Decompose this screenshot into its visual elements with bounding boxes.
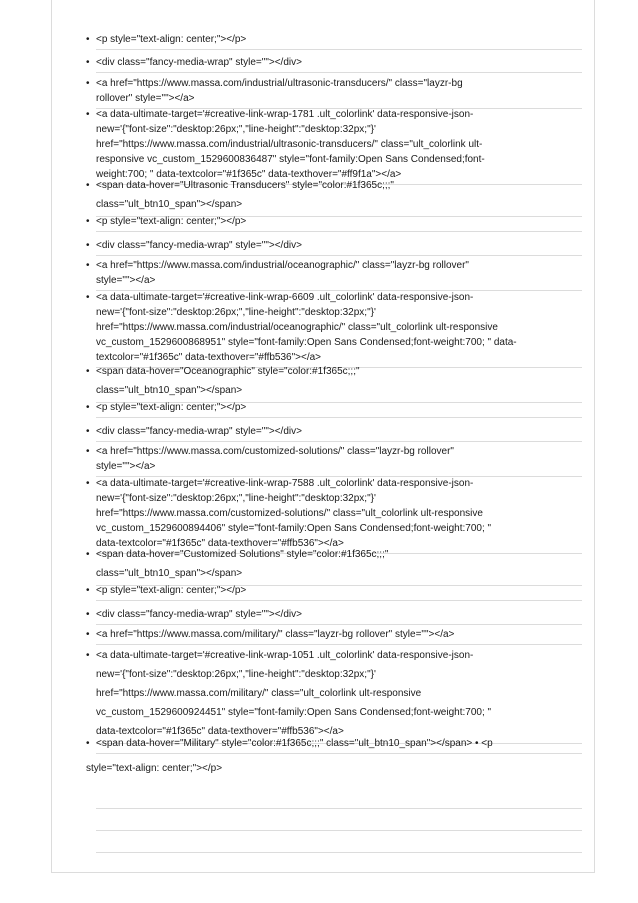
list-item [86,362,586,400]
list-item-line: <a data-ultimate-target='#creative-link-wrap-6609 .ult_colorlink' data-responsive-json- [96,292,474,303]
empty-line-rule [96,830,582,831]
list-item-line: <span data-hover="Military" style="color:#1f365c;;;" class="ult_btn10_span"></span> • <p [96,738,493,749]
page-border-left [51,0,52,873]
bullet-icon: • [86,292,90,303]
trailing-line: style="text-align: center;"></p> [86,763,223,774]
bullet-icon: • [86,609,90,620]
list-item [86,214,586,229]
list-item [86,258,586,288]
list-item-line: <p style="text-align: center;"></p> [96,216,247,227]
bullet-icon: • [86,738,90,749]
list-item-line: <span data-hover="Customized Solutions" style="color:#1f365c;;;" [96,549,389,560]
bullet-icon: • [86,57,90,68]
bullet-icon: • [86,426,90,437]
list-item-line: <div class="fancy-media-wrap" style=""></div> [96,609,302,620]
list-item-line: style=""></a> [96,461,156,472]
row-divider [96,417,582,418]
list-item-line: vc_custom_1529600868951" style="font-family:Open Sans Condensed;font-weight:700; " data- [96,337,517,348]
bullet-icon: • [86,650,90,661]
page-border-bottom [51,872,595,873]
list-item-line: data-textcolor="#1f365c" data-texthover="#ffb536"></a> [96,538,344,549]
list-item-line: new='{"font-size":"desktop:26px;","line-height":"desktop:32px;"}' [96,124,376,135]
list-item [86,238,586,253]
row-divider [96,600,582,601]
list-item-line: textcolor="#1f365c" data-texthover="#ffb536"></a> [96,352,322,363]
bullet-icon: • [86,366,90,377]
list-item [86,607,586,622]
list-item-line: <a data-ultimate-target='#creative-link-wrap-1781 .ult_colorlink' data-responsive-json- [96,109,474,120]
bullet-icon: • [86,109,90,120]
row-divider [96,753,582,754]
list-item-line: <div class="fancy-media-wrap" style=""></div> [96,240,302,251]
list-item-line: <a data-ultimate-target='#creative-link-wrap-7588 .ult_colorlink' data-responsive-json- [96,478,474,489]
list-item [86,736,586,751]
list-item-line: <span data-hover="Ultrasonic Transducers" style="color:#1f365c;;;" [96,180,394,191]
row-divider [96,441,582,442]
row-divider [96,255,582,256]
list-item [86,627,586,642]
bullet-icon: • [86,402,90,413]
list-item [86,76,586,106]
list-item-line: responsive vc_custom_1529600836487" style="font-family:Open Sans Condensed;font- [96,154,485,165]
list-item [86,400,586,415]
list-item-line: <a href="https://www.massa.com/industrial/ultrasonic-transducers/" class="layzr-bg [96,78,463,89]
list-item-line: new='{"font-size":"desktop:26px;","line-height":"desktop:32px;"}' [96,307,376,318]
list-item [86,55,586,70]
list-item-line: <a href="https://www.massa.com/customized-solutions/" class="layzr-bg rollover" [96,446,454,457]
list-item-line: <a href="https://www.massa.com/military/" class="layzr-bg rollover" style=""></a> [96,629,455,640]
list-item-line: <div class="fancy-media-wrap" style=""></div> [96,426,302,437]
list-item-line: data-textcolor="#1f365c" data-texthover="#ffb536"></a> [96,726,344,737]
list-item-line: style=""></a> [96,275,156,286]
list-item-line: href="https://www.massa.com/customized-solutions/" class="ult_colorlink ult-responsive [96,508,483,519]
bullet-icon: • [86,240,90,251]
list-item-line: vc_custom_1529600894406" style="font-family:Open Sans Condensed;font-weight:700; " [96,523,492,534]
list-item-line: vc_custom_1529600924451" style="font-family:Open Sans Condensed;font-weight:700; " [96,707,492,718]
bullet-icon: • [86,446,90,457]
list-item [86,290,586,365]
list-item-line: <p style="text-align: center;"></p> [96,34,247,45]
list-item [86,176,586,214]
bullet-icon: • [86,180,90,191]
row-divider [96,644,582,645]
list-item-line: <a href="https://www.massa.com/industrial/oceanographic/" class="layzr-bg rollover" [96,260,469,271]
list-item [86,107,586,182]
row-divider [96,624,582,625]
bullet-icon: • [86,478,90,489]
list-item-line: <a data-ultimate-target='#creative-link-wrap-1051 .ult_colorlink' data-responsive-json- [96,650,474,661]
row-divider [96,72,582,73]
list-item-line: new='{"font-size":"desktop:26px;","line-height":"desktop:32px;"}' [96,669,376,680]
list-item-line: <p style="text-align: center;"></p> [96,402,247,413]
list-item-line: href="https://www.massa.com/industrial/ultrasonic-transducers/" class="ult_colorlink ult- [96,139,483,150]
list-item-line: new='{"font-size":"desktop:26px;","line-height":"desktop:32px;"}' [96,493,376,504]
row-divider [96,231,582,232]
list-item-line: rollover" style=""></a> [96,93,195,104]
list-item-line: class="ult_btn10_span"></span> [96,385,243,396]
list-item-line: href="https://www.massa.com/industrial/oceanographic/" class="ult_colorlink ult-responsive [96,322,498,333]
list-item-line: class="ult_btn10_span"></span> [96,568,243,579]
bullet-icon: • [86,216,90,227]
bullet-icon: • [86,260,90,271]
bullet-icon: • [86,549,90,560]
list-item-line: <p style="text-align: center;"></p> [96,585,247,596]
list-item [86,646,586,741]
page-border-right [594,0,595,873]
list-item [86,583,586,598]
bullet-icon: • [86,78,90,89]
list-item-line: weight:700; " data-textcolor="#1f365c" data-texthover="#ff9f1a"></a> [96,169,402,180]
list-item-line: class="ult_btn10_span"></span> [96,199,243,210]
list-item-line: href="https://www.massa.com/military/" class="ult_colorlink ult-responsive [96,688,422,699]
bullet-icon: • [86,34,90,45]
list-item [86,32,586,47]
list-item [86,444,586,474]
empty-line-rule [96,808,582,809]
bullet-icon: • [86,585,90,596]
bullet-icon: • [86,629,90,640]
empty-line-rule [96,852,582,853]
list-item [86,476,586,551]
row-divider [96,49,582,50]
list-item [86,424,586,439]
list-item-line: <span data-hover="Oceanographic" style="color:#1f365c;;;" [96,366,360,377]
list-item [86,545,586,583]
list-item-line: <div class="fancy-media-wrap" style=""></div> [96,57,302,68]
